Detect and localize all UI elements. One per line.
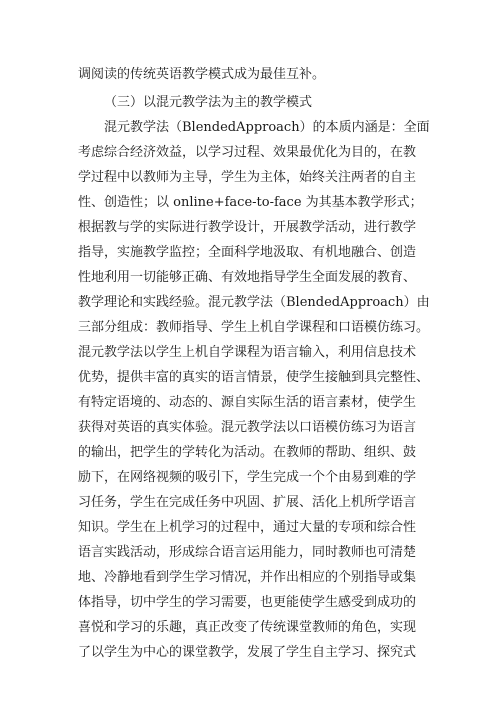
paragraph-line: 性、创造性；以 online+face-to-face 为其基本教学形式； (78, 195, 423, 210)
paragraph-line: 习任务，学生在完成任务中巩固、扩展、活化上机所学语言 (78, 495, 417, 510)
paragraph-line: 获得对英语的真实体验。混元教学法以口语模仿练习为语言 (78, 420, 417, 435)
paragraph-line: 体指导，切中学生的学习需要，也更能使学生感受到成功的 (78, 595, 417, 610)
paragraph-line: 三部分组成：教师指导、学生上机自学课程和口语模仿练习。 (78, 320, 430, 335)
text-line-continuation: 调阅读的传统英语教学模式成为最佳互补。 (78, 67, 326, 82)
paragraph-first-line: 混元教学法（BlendedApproach）的本质内涵是：全面 (104, 120, 430, 135)
paragraph-line: 性地利用一切能够正确、有效地指导学生全面发展的教育、 (78, 270, 417, 285)
paragraph-line: 优势，提供丰富的真实的语言情景，使学生接触到具完整性、 (78, 370, 430, 385)
paragraph-line: 知识。学生在上机学习的过程中，通过大量的专项和综合性 (78, 520, 417, 535)
paragraph-line: 教学理论和实践经验。混元教学法（BlendedApproach）由 (78, 295, 430, 310)
paragraph-line: 根据教与学的实际进行教学设计，开展教学活动，进行教学 (78, 220, 417, 235)
paragraph-line: 学过程中以教师为主导，学生为主体，始终关注两者的自主 (78, 170, 417, 185)
paragraph-line: 考虑综合经济效益，以学习过程、效果最优化为目的，在教 (78, 145, 417, 160)
paragraph-line: 地、冷静地看到学生学习情况，并作出相应的个别指导或集 (78, 570, 417, 585)
paragraph-line: 励下，在网络视频的吸引下，学生完成一个个由易到难的学 (78, 470, 417, 485)
section-heading: （三）以混元教学法为主的教学模式 (104, 95, 313, 110)
paragraph-line: 了以学生为中心的课堂教学，发展了学生自主学习、探究式 (78, 645, 417, 660)
paragraph-line: 的输出，把学生的学转化为活动。在教师的帮助、组织、鼓 (78, 445, 417, 460)
paragraph-line: 指导，实施教学监控；全面科学地汲取、有机地融合、创造 (78, 245, 417, 260)
paragraph-line: 喜悦和学习的乐趣，真正改变了传统课堂教师的角色，实现 (78, 620, 417, 635)
paragraph-line: 混元教学法以学生上机自学课程为语言输入，利用信息技术 (78, 345, 417, 360)
paragraph-line: 有特定语境的、动态的、源自实际生活的语言素材，使学生 (78, 395, 417, 410)
paragraph-line: 语言实践活动，形成综合语言运用能力，同时教师也可清楚 (78, 545, 417, 560)
